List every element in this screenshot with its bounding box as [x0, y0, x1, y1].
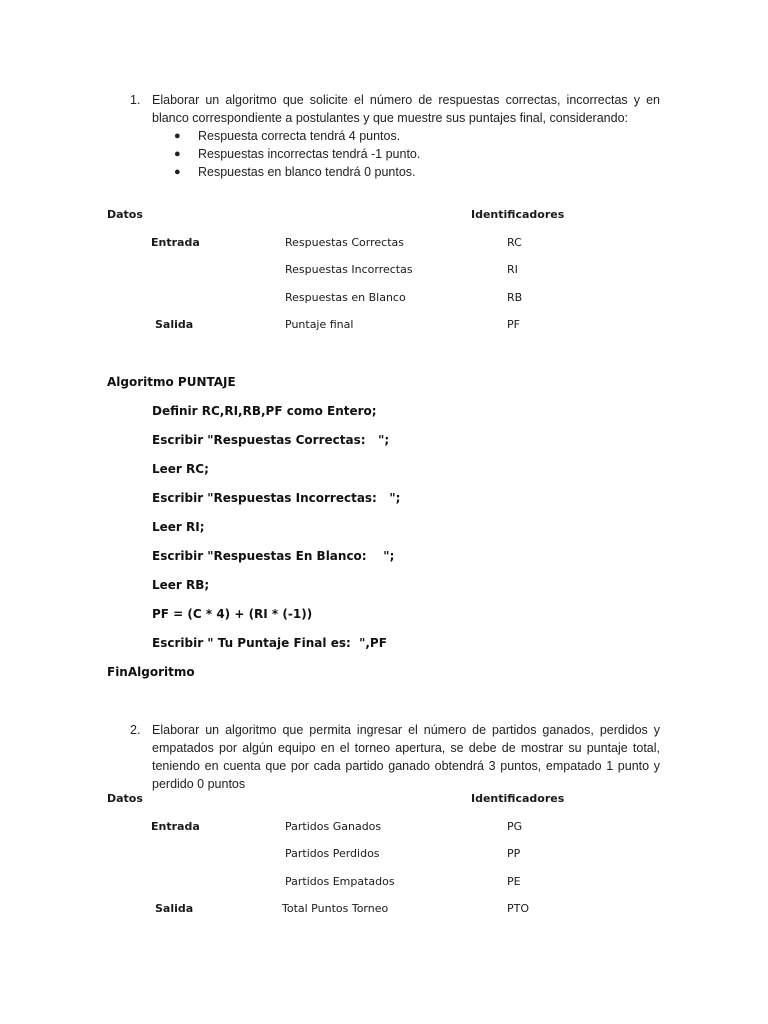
code-line: Escribir " Tu Puntaje Final es: ",PF: [152, 636, 387, 650]
table1-row-id: RB: [507, 291, 523, 304]
table1-datos-header: Datos: [107, 208, 143, 221]
table2-datos-header: Datos: [107, 792, 143, 805]
table2-row-id: PP: [507, 847, 521, 860]
table2-salida-label: Salida: [155, 902, 194, 915]
problem-2-number: 2.: [130, 723, 141, 737]
bullet-icon: ●: [174, 148, 181, 160]
table1-row-id: PF: [507, 318, 520, 331]
code-line: Escribir "Respuestas Incorrectas: ";: [152, 491, 401, 505]
problem-1-bullets: [174, 127, 660, 181]
problem-1-number: 1.: [130, 93, 141, 107]
table1-salida-label: Salida: [155, 318, 194, 331]
bullet-icon: ●: [174, 130, 181, 142]
table2-entrada-label: Entrada: [151, 820, 200, 833]
bullet-icon: ●: [174, 166, 181, 178]
table1-entrada-label: Entrada: [151, 236, 200, 249]
algorithm-end: FinAlgoritmo: [107, 665, 195, 679]
table2-row-id: PG: [507, 820, 523, 833]
table1-row-name: Respuestas Correctas: [285, 236, 405, 249]
table1-row-name: Puntaje final: [285, 318, 354, 331]
algorithm-title: Algoritmo PUNTAJE: [107, 375, 236, 389]
table2-row-id: PTO: [507, 902, 530, 915]
code-line: Leer RC;: [152, 462, 209, 476]
bullet-item: ● Respuesta correcta tendrá 4 puntos.: [174, 129, 401, 143]
table2-row-name: Partidos Ganados: [285, 820, 382, 833]
table2-row-name: Total Puntos Torneo: [282, 902, 389, 915]
table1-row-name: Respuestas Incorrectas: [285, 263, 413, 276]
code-line: Escribir "Respuestas Correctas: ";: [152, 433, 390, 447]
code-line: Escribir "Respuestas En Blanco: ";: [152, 549, 395, 563]
table2-row-name: Partidos Perdidos: [285, 847, 380, 860]
table1-row-name: Respuestas en Blanco: [285, 291, 406, 304]
bullet-item: ● Respuestas incorrectas tendrá -1 punto.: [174, 147, 421, 161]
table2-row-id: PE: [507, 875, 521, 888]
problem-2-text: Elaborar un algoritmo que permita ingresar el número de partidos ganados, perdidos y empatados por algún equipo en el torneo apertura, se debe de mostrar su puntaje total, teniendo en cuenta que por cada partido ganado obtendrá 3 puntos, empatado 1 punto y perdido 0 puntos: [152, 723, 660, 791]
code-line: Definir RC,RI,RB,PF como Entero;: [152, 404, 377, 418]
table1-row-id: RI: [507, 263, 518, 276]
problem-1-text: Elaborar un algoritmo que solicite el número de respuestas correctas, incorrectas y en blanco correspondiente a postulantes y que muestre sus puntajes final, considerando:: [152, 93, 660, 125]
problem-2: [130, 721, 660, 793]
code-line: PF = (C * 4) + (RI * (-1)): [152, 607, 313, 621]
table1-identificadores-header: Identificadores: [471, 208, 565, 221]
table2-identificadores-header: Identificadores: [471, 792, 565, 805]
code-line: Leer RB;: [152, 578, 210, 592]
problem-1: [130, 91, 660, 181]
table1-row-id: RC: [507, 236, 522, 249]
code-line: Leer RI;: [152, 520, 205, 534]
bullet-item: ● Respuestas en blanco tendrá 0 puntos.: [174, 165, 416, 179]
table2-row-name: Partidos Empatados: [285, 875, 395, 888]
